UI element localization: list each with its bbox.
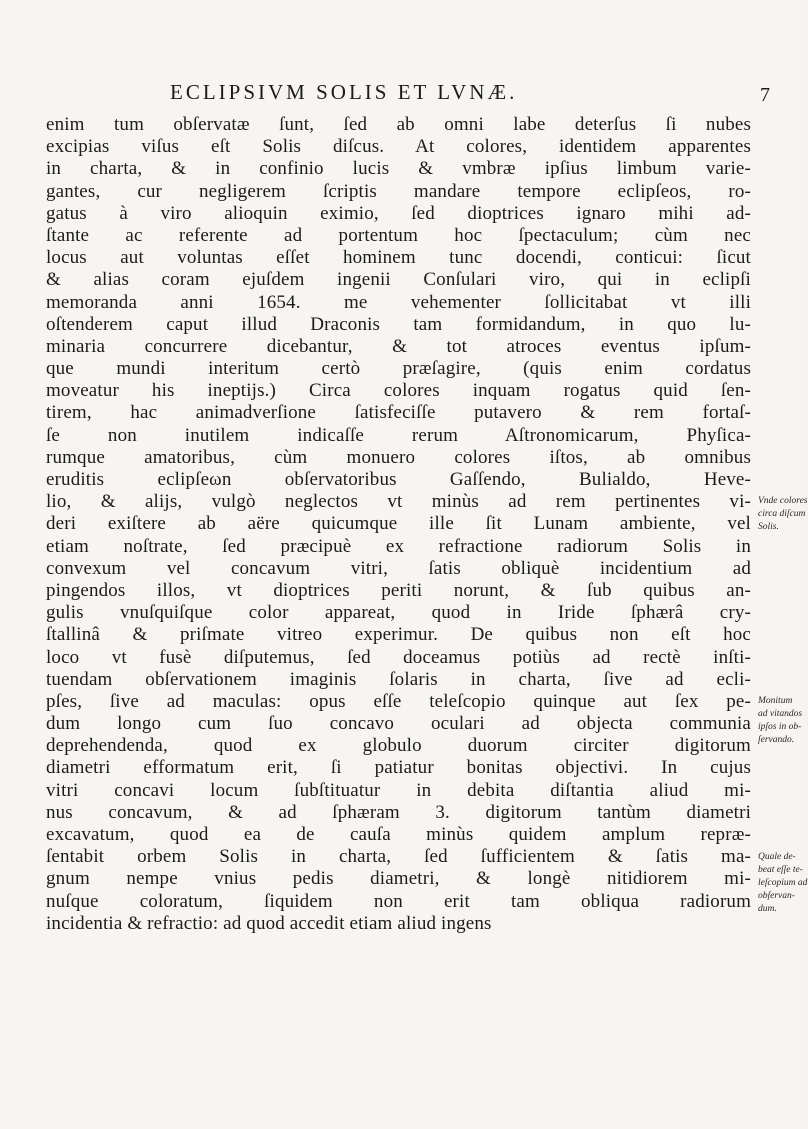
text-line: que mundi interitum certò præſagire, (quis enim cordatus <box>46 358 751 380</box>
body-text <box>46 114 751 935</box>
text-line: tuendam obſervationem imaginis ſolaris in charta, ſive ad ecli- <box>46 668 751 690</box>
text-line: ſentabit orbem Solis in charta, ſed ſufficientem & ſatis ma- <box>46 846 751 868</box>
margin-note-line: Quale de- <box>758 851 796 862</box>
text-line: gulis vnuſquiſque color appareat, quod in Iride ſphærâ cry- <box>46 602 751 624</box>
margin-note-line: ipſos in ob- <box>758 722 802 733</box>
text-line: excavatum, quod ea de cauſa minùs quidem amplum repræ- <box>46 824 751 845</box>
text-line: excipias viſus eſt Solis diſcus. At colores, identidem apparentes <box>46 136 751 158</box>
margin-note <box>758 495 808 534</box>
margin-note-line: obſervan- <box>758 890 795 901</box>
text-line: deri exiſtere ab aëre quicumque ille ſit Lunam ambiente, vel <box>46 513 751 535</box>
text-line: gatus à viro alioquin eximio, ſed dioptrices ignaro mihi ad- <box>46 202 751 224</box>
text-line: memoranda anni 1654. me vehementer ſollicitabat vt illi <box>46 291 751 313</box>
text-line: ſtallinâ & priſmate vitreo experimur. De quibus non eſt hoc <box>46 624 751 646</box>
text-line: & alias coram ejuſdem ingenii Conſulari viro, qui in eclipſi <box>46 269 751 291</box>
margin-note-line: dum. <box>758 903 777 914</box>
margin-note-line: leſcopium ad <box>758 877 808 888</box>
text-line: etiam noſtrate, ſed præcipuè ex refractione radiorum Solis in <box>46 535 751 557</box>
page-number: 7 <box>760 84 770 106</box>
text-line: gnum nempe vnius pedis diametri, & longè nitidiorem mi- <box>46 868 751 890</box>
text-line: moveatur his ineptijs.) Circa colores inquam rogatus quid ſen- <box>46 380 751 402</box>
margin-note-line: Monitum <box>758 696 793 707</box>
margin-note-line: circa diſcum <box>758 509 806 520</box>
text-line: pingendos illos, vt dioptrices periti norunt, & ſub quibus an- <box>46 579 751 601</box>
text-line: pſes, ſive ad maculas: opus eſſe teleſcopio quinque aut ſex pe- <box>46 690 751 712</box>
text-line: ſtante ac referente ad portentum hoc ſpectaculum; cùm nec <box>46 224 751 246</box>
margin-note-line: ſervando. <box>758 735 795 746</box>
margin-note <box>758 695 803 747</box>
text-line: nus concavum, & ad ſphæram 3. digitorum tantùm diametri <box>46 801 751 823</box>
margin-note-line: ad vitandos <box>758 709 803 720</box>
text-line: eruditis eclipſeωn obſervatoribus Gaſſendo, Bulialdo, Heve- <box>46 469 751 490</box>
margin-note-line: beat eſſe te- <box>758 864 803 875</box>
text-line: deprehendenda, quod ex globulo duorum circiter digitorum <box>46 735 751 757</box>
text-line: enim tum obſervatæ ſunt, ſed ab omni labe deterſus ſi nubes <box>46 114 751 135</box>
text-line: ſe non inutilem indicaſſe rerum Aſtronomicarum, Phyſica- <box>46 424 751 446</box>
text-line: tirem, hac animadverſione ſatisfeciſſe putavero & rem fortaſ- <box>46 402 751 424</box>
text-line: gantes, cur negligerem ſcriptis mandare tempore eclipſeos, ro- <box>46 180 751 202</box>
text-line: incidentia & refractio: ad quod accedit etiam aliud ingens <box>46 912 492 934</box>
text-line: loco vt fusè diſputemus, ſed doceamus potiùs ad rectè inſti- <box>46 646 751 668</box>
text-line: rumque amatoribus, cùm monuero colores iſtos, ab omnibus <box>46 446 751 468</box>
text-line: vitri concavi locum ſubſtituatur in debita diſtantia aliud mi- <box>46 779 751 801</box>
margin-note <box>758 851 808 916</box>
running-head: ECLIPSIVM SOLIS ET LVNÆ. <box>170 80 518 104</box>
text-line: dum longo cum ſuo concavo oculari ad objecta communia <box>46 713 751 735</box>
text-line: diametri efformatum erit, ſi patiatur bonitas objectivi. In cujus <box>46 757 751 779</box>
margin-note-line: Solis. <box>758 522 779 533</box>
text-line: lio, & alijs, vulgò neglectos vt minùs ad rem pertinentes vi- <box>46 491 751 513</box>
text-line: locus aut voluntas eſſet hominem tunc docendi, conticui: ſicut <box>46 247 751 269</box>
text-line: in charta, & in confinio lucis & vmbræ ipſius limbum varie- <box>46 158 751 180</box>
text-line: convexum vel concavum vitri, ſatis obliquè incidentium ad <box>46 557 751 579</box>
margin-note-line: Vnde colores <box>758 496 808 507</box>
text-line: nuſque coloratum, ſiquidem non erit tam obliqua radiorum <box>46 890 751 912</box>
text-line: minaria concurrere dicebantur, & tot atroces eventus ipſum- <box>46 335 751 357</box>
text-line: oſtenderem caput illud Draconis tam formidandum, in quo lu- <box>46 313 751 335</box>
